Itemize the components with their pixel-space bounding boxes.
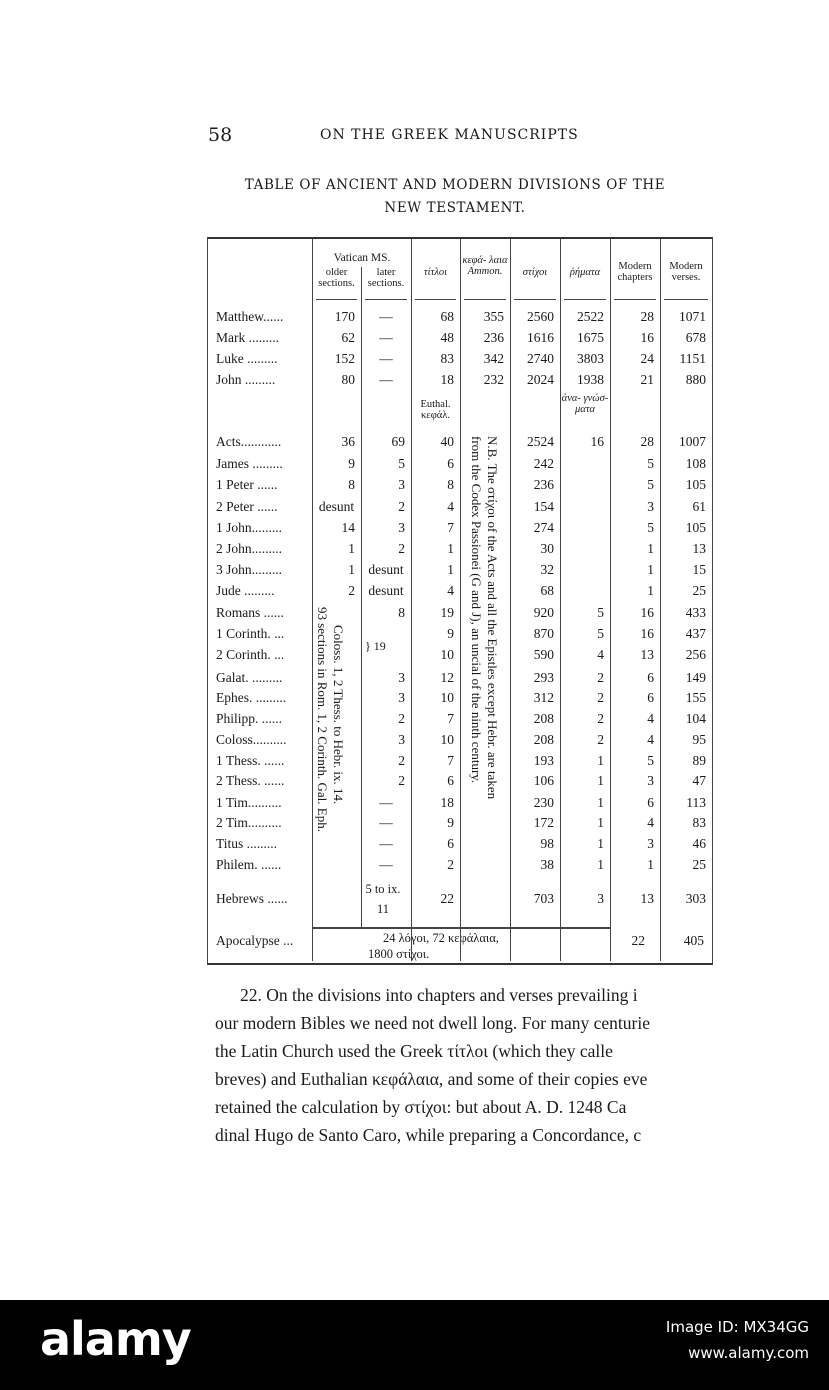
header-vatican: Vatican MS.	[333, 252, 391, 264]
older-note-2: Coloss. 1, 2 Thess. to Hebr. ix. 14.	[331, 625, 346, 805]
cell-later: 3	[398, 732, 405, 747]
cell-later: desunt	[368, 562, 404, 577]
header-rule	[415, 299, 456, 300]
cell-later: —	[379, 857, 393, 872]
cell-chapters: 5	[647, 520, 654, 535]
cell-older: 62	[341, 330, 355, 345]
column-rule	[460, 239, 461, 961]
cell-titloi: 9	[447, 626, 454, 641]
cell-chapters: 16	[640, 626, 654, 641]
cell-rhemata: 2	[597, 711, 604, 726]
cell-later: 2	[398, 753, 405, 768]
cell-verses: 25	[692, 857, 706, 872]
cell-older: 8	[348, 477, 355, 492]
cell-stichoi: 590	[533, 647, 554, 662]
cell-name: Romans ......	[216, 605, 284, 620]
cell-stichoi: 312	[533, 690, 554, 705]
cell-rhemata: 1	[597, 836, 604, 851]
cell-titloi: 7	[447, 520, 454, 535]
cell-later: 69	[391, 434, 405, 449]
cell-verses: 105	[685, 520, 706, 535]
cell-kephalaia: 355	[483, 309, 504, 324]
cell-name: 1 John.........	[216, 520, 283, 535]
page-number: 58	[208, 124, 233, 146]
cell-verses: 113	[686, 795, 706, 810]
cell-verses: 256	[685, 647, 706, 662]
image-id: Image ID: MX34GG	[665, 1318, 809, 1336]
cell-later: 2	[398, 711, 405, 726]
cell-name: James .........	[216, 456, 283, 471]
header-rhemata: ῥήματα	[569, 267, 601, 278]
cell-name: 1 Peter ......	[216, 477, 278, 492]
cell-stichoi: 1616	[527, 330, 554, 345]
cell-titloi: 6	[447, 456, 454, 471]
header-rule	[614, 299, 656, 300]
cell-name: John .........	[216, 372, 276, 387]
cell-rhemata: 3	[597, 891, 604, 906]
cell-name: 1 Corinth. ...	[216, 626, 285, 641]
cell-later: 3	[398, 670, 405, 685]
header-later: later sections.	[367, 267, 405, 289]
cell-chapters: 13	[640, 647, 654, 662]
cell-rhemata: 2	[597, 732, 604, 747]
cell-titloi: 6	[447, 773, 454, 788]
table-title: TABLE OF ANCIENT AND MODERN DIVISIONS OF THE	[244, 177, 666, 193]
cell-rhemata: 3803	[577, 351, 604, 366]
cell-verses: 95	[692, 732, 706, 747]
cell-stichoi: 208	[533, 732, 554, 747]
cell-older: 1	[348, 541, 355, 556]
cell-later: 3	[398, 520, 405, 535]
cell-titloi: 4	[447, 499, 454, 514]
cell-later: —	[379, 372, 393, 387]
cell-name: 1 Thess. ......	[216, 753, 285, 768]
cell-later: 5 to ix. 11	[365, 882, 401, 916]
cell-verses: 437	[685, 626, 706, 641]
cell-titloi: 1	[447, 562, 454, 577]
cell-stichoi: 106	[533, 773, 554, 788]
cell-titloi: 7	[447, 711, 454, 726]
paragraph-line: breves) and Euthalian κεφάλαια, and some of their copies eve	[215, 1069, 648, 1089]
cell-verses: 83	[692, 815, 706, 830]
cell-name: 3 John.........	[216, 562, 283, 577]
paragraph-line: 22. On the divisions into chapters and verses prevailing i	[240, 985, 638, 1005]
cell-older: 170	[334, 309, 355, 324]
cell-name: Luke .........	[216, 351, 278, 366]
cell-name: Titus .........	[216, 836, 278, 851]
cell-stichoi: 274	[533, 520, 554, 535]
cell-stichoi: 870	[533, 626, 554, 641]
header-rule	[664, 299, 708, 300]
header-rule	[365, 299, 407, 300]
cell-stichoi: 230	[533, 795, 554, 810]
alamy-logo: alamy	[40, 1312, 191, 1366]
cell-name: Matthew......	[216, 309, 284, 324]
cell-rhemata: 16	[590, 434, 604, 449]
cell-chapters: 3	[647, 499, 654, 514]
cell-name: Philem. ......	[216, 857, 282, 872]
paragraph-line: retained the calculation by στίχοι: but about A. D. 1248 Ca	[215, 1097, 627, 1117]
cell-kephalaia: 236	[483, 330, 504, 345]
cell-older: 80	[341, 372, 355, 387]
apocalypse-note-1: 24 λόγοι, 72 κεφάλαια,	[383, 931, 499, 945]
cell-titloi: 18	[440, 795, 454, 810]
header-titloi: τίτλοι	[423, 267, 448, 278]
cell-titloi: 48	[440, 330, 454, 345]
column-rule	[660, 239, 661, 961]
cell-later: 8	[398, 605, 405, 620]
cell-rhemata: 4	[597, 647, 604, 662]
cell-name: Hebrews ......	[216, 891, 288, 906]
cell-chapters: 5	[647, 477, 654, 492]
cell-verses: 1071	[679, 309, 706, 324]
header-rule	[564, 299, 606, 300]
cell-later: 2	[398, 541, 405, 556]
cell-later: —	[379, 309, 393, 324]
cell-stichoi: 32	[540, 562, 554, 577]
cell-rhemata: 5	[597, 626, 604, 641]
apocalypse-verses: 405	[683, 933, 704, 948]
cell-chapters: 1	[647, 562, 654, 577]
cell-stichoi: 68	[540, 583, 554, 598]
cell-name: 1 Tim..........	[216, 795, 282, 810]
cell-chapters: 13	[640, 891, 654, 906]
cell-chapters: 4	[647, 732, 654, 747]
cell-later: 2	[398, 773, 405, 788]
cell-name: 2 Thess. ......	[216, 773, 285, 788]
cell-name: 2 John.........	[216, 541, 283, 556]
cell-verses: 678	[685, 330, 706, 345]
corinth-later-merged: } 19	[365, 639, 386, 653]
cell-stichoi: 703	[533, 891, 554, 906]
subheader-anagnosmata: ἀνα- γνώσ- ματα	[561, 393, 609, 415]
cell-later: 3	[398, 690, 405, 705]
cell-rhemata: 5	[597, 605, 604, 620]
paragraph-line: our modern Bibles we need not dwell long. For many centurie	[215, 1013, 650, 1033]
cell-titloi: 10	[440, 647, 454, 662]
subheader-euthal: Euthal. κεφάλ.	[420, 399, 451, 421]
cell-rhemata: 1	[597, 857, 604, 872]
cell-chapters: 6	[647, 670, 654, 685]
row-name-apocalypse: Apocalypse ...	[216, 933, 294, 948]
cell-titloi: 19	[440, 605, 454, 620]
older-note: 93 sections in Rom. 1, 2 Corinth. Gal. Eph.	[315, 607, 330, 832]
cell-rhemata: 1675	[577, 330, 604, 345]
cell-titloi: 18	[440, 372, 454, 387]
cell-stichoi: 154	[533, 499, 554, 514]
cell-chapters: 16	[640, 330, 654, 345]
cell-stichoi: 30	[540, 541, 554, 556]
cell-stichoi: 2560	[527, 309, 554, 324]
header-chapters: Modern chapters	[617, 261, 653, 283]
cell-verses: 433	[685, 605, 706, 620]
cell-verses: 880	[685, 372, 706, 387]
cell-name: Acts............	[216, 434, 282, 449]
cell-titloi: 83	[440, 351, 454, 366]
cell-rhemata: 2522	[577, 309, 604, 324]
cell-chapters: 28	[640, 434, 654, 449]
cell-titloi: 10	[440, 690, 454, 705]
site-url: www.alamy.com	[688, 1344, 809, 1362]
column-rule	[510, 239, 511, 961]
cell-name: Philipp. ......	[216, 711, 283, 726]
cell-name: 2 Tim..........	[216, 815, 282, 830]
cell-titloi: 12	[440, 670, 454, 685]
cell-verses: 47	[692, 773, 706, 788]
cell-stichoi: 2024	[527, 372, 554, 387]
cell-stichoi: 2740	[527, 351, 554, 366]
cell-rhemata: 1	[597, 773, 604, 788]
cell-chapters: 1	[647, 857, 654, 872]
cell-later: —	[379, 815, 393, 830]
column-rule	[560, 239, 561, 961]
cell-name: Ephes. .........	[216, 690, 287, 705]
cell-stichoi: 193	[533, 753, 554, 768]
cell-titloi: 10	[440, 732, 454, 747]
cell-kephalaia: 342	[483, 351, 504, 366]
cell-chapters: 5	[647, 456, 654, 471]
cell-titloi: 2	[447, 857, 454, 872]
cell-older: 1	[348, 562, 355, 577]
cell-titloi: 6	[447, 836, 454, 851]
cell-rhemata: 2	[597, 690, 604, 705]
cell-name: 2 Corinth. ...	[216, 647, 285, 662]
cell-chapters: 6	[647, 690, 654, 705]
header-rule	[514, 299, 556, 300]
cell-kephalaia: 232	[483, 372, 504, 387]
column-rule	[411, 239, 412, 961]
cell-verses: 61	[692, 499, 706, 514]
cell-verses: 15	[692, 562, 706, 577]
apocalypse-rule	[312, 927, 610, 929]
cell-name: Galat. .........	[216, 670, 283, 685]
cell-rhemata: 1938	[577, 372, 604, 387]
cell-later: 2	[398, 499, 405, 514]
column-rule	[361, 267, 362, 927]
header-rule	[316, 299, 357, 300]
cell-name: 2 Peter ......	[216, 499, 278, 514]
cell-verses: 155	[685, 690, 706, 705]
column-rule	[610, 239, 611, 961]
cell-later: 5	[398, 456, 405, 471]
cell-older: 9	[348, 456, 355, 471]
cell-rhemata: 1	[597, 795, 604, 810]
cell-later: —	[379, 351, 393, 366]
cell-stichoi: 2524	[527, 434, 554, 449]
cell-chapters: 3	[647, 773, 654, 788]
cell-stichoi: 172	[533, 815, 554, 830]
cell-older: 2	[348, 583, 355, 598]
cell-stichoi: 98	[540, 836, 554, 851]
cell-verses: 46	[692, 836, 706, 851]
running-head: ON THE GREEK MANUSCRIPTS	[320, 127, 579, 143]
nb-note: N.B. The στίχοι of the Acts and all the Epistles except Hebr. are taken	[485, 436, 500, 800]
cell-titloi: 8	[447, 477, 454, 492]
cell-verses: 108	[685, 456, 706, 471]
apocalypse-chapters: 22	[631, 933, 645, 948]
cell-chapters: 4	[647, 711, 654, 726]
header-stichoi: στίχοι	[522, 267, 548, 278]
cell-titloi: 1	[447, 541, 454, 556]
cell-later: —	[379, 836, 393, 851]
cell-chapters: 5	[647, 753, 654, 768]
paragraph-line: the Latin Church used the Greek τίτλοι (which they calle	[215, 1041, 613, 1061]
cell-chapters: 1	[647, 541, 654, 556]
divisions-table	[207, 237, 713, 965]
cell-later: —	[379, 795, 393, 810]
table-title-line2: NEW TESTAMENT.	[384, 200, 526, 216]
cell-rhemata: 2	[597, 670, 604, 685]
header-verses: Modern verses.	[669, 261, 703, 283]
cell-chapters: 4	[647, 815, 654, 830]
cell-later: 3	[398, 477, 405, 492]
paragraph-line: dinal Hugo de Santo Caro, while preparing a Concordance, c	[215, 1125, 642, 1145]
cell-verses: 13	[692, 541, 706, 556]
cell-older: 36	[341, 434, 355, 449]
cell-stichoi: 236	[533, 477, 554, 492]
cell-titloi: 68	[440, 309, 454, 324]
cell-verses: 149	[685, 670, 706, 685]
cell-rhemata: 1	[597, 753, 604, 768]
cell-chapters: 28	[640, 309, 654, 324]
cell-verses: 25	[692, 583, 706, 598]
cell-chapters: 6	[647, 795, 654, 810]
cell-titloi: 22	[440, 891, 454, 906]
cell-verses: 104	[685, 711, 706, 726]
cell-stichoi: 38	[540, 857, 554, 872]
cell-titloi: 9	[447, 815, 454, 830]
cell-titloi: 4	[447, 583, 454, 598]
cell-stichoi: 293	[533, 670, 554, 685]
cell-titloi: 7	[447, 753, 454, 768]
header-kephalaia: κεφά- λαια Ammon.	[462, 255, 508, 277]
cell-verses: 89	[692, 753, 706, 768]
cell-later: —	[379, 330, 393, 345]
cell-later: desunt	[368, 583, 404, 598]
cell-verses: 105	[685, 477, 706, 492]
cell-chapters: 16	[640, 605, 654, 620]
cell-verses: 1151	[679, 351, 706, 366]
cell-stichoi: 920	[533, 605, 554, 620]
column-rule	[312, 239, 313, 961]
cell-verses: 1007	[679, 434, 706, 449]
cell-name: Coloss..........	[216, 732, 287, 747]
header-rule	[464, 299, 506, 300]
cell-name: Jude .........	[216, 583, 275, 598]
cell-chapters: 1	[647, 583, 654, 598]
cell-older: 152	[334, 351, 355, 366]
nb-note-2: from the Codex Passionei (G and J), an uncial of the ninth century.	[469, 436, 484, 784]
cell-older: desunt	[318, 499, 355, 514]
cell-stichoi: 242	[533, 456, 554, 471]
cell-older: 14	[341, 520, 355, 535]
cell-chapters: 21	[640, 372, 654, 387]
cell-chapters: 3	[647, 836, 654, 851]
header-older: older sections.	[318, 267, 355, 289]
cell-verses: 303	[685, 891, 706, 906]
cell-titloi: 40	[440, 434, 454, 449]
cell-chapters: 24	[640, 351, 654, 366]
apocalypse-note-2: 1800 στίχοι.	[368, 947, 430, 961]
cell-rhemata: 1	[597, 815, 604, 830]
cell-name: Mark .........	[216, 330, 279, 345]
cell-stichoi: 208	[533, 711, 554, 726]
